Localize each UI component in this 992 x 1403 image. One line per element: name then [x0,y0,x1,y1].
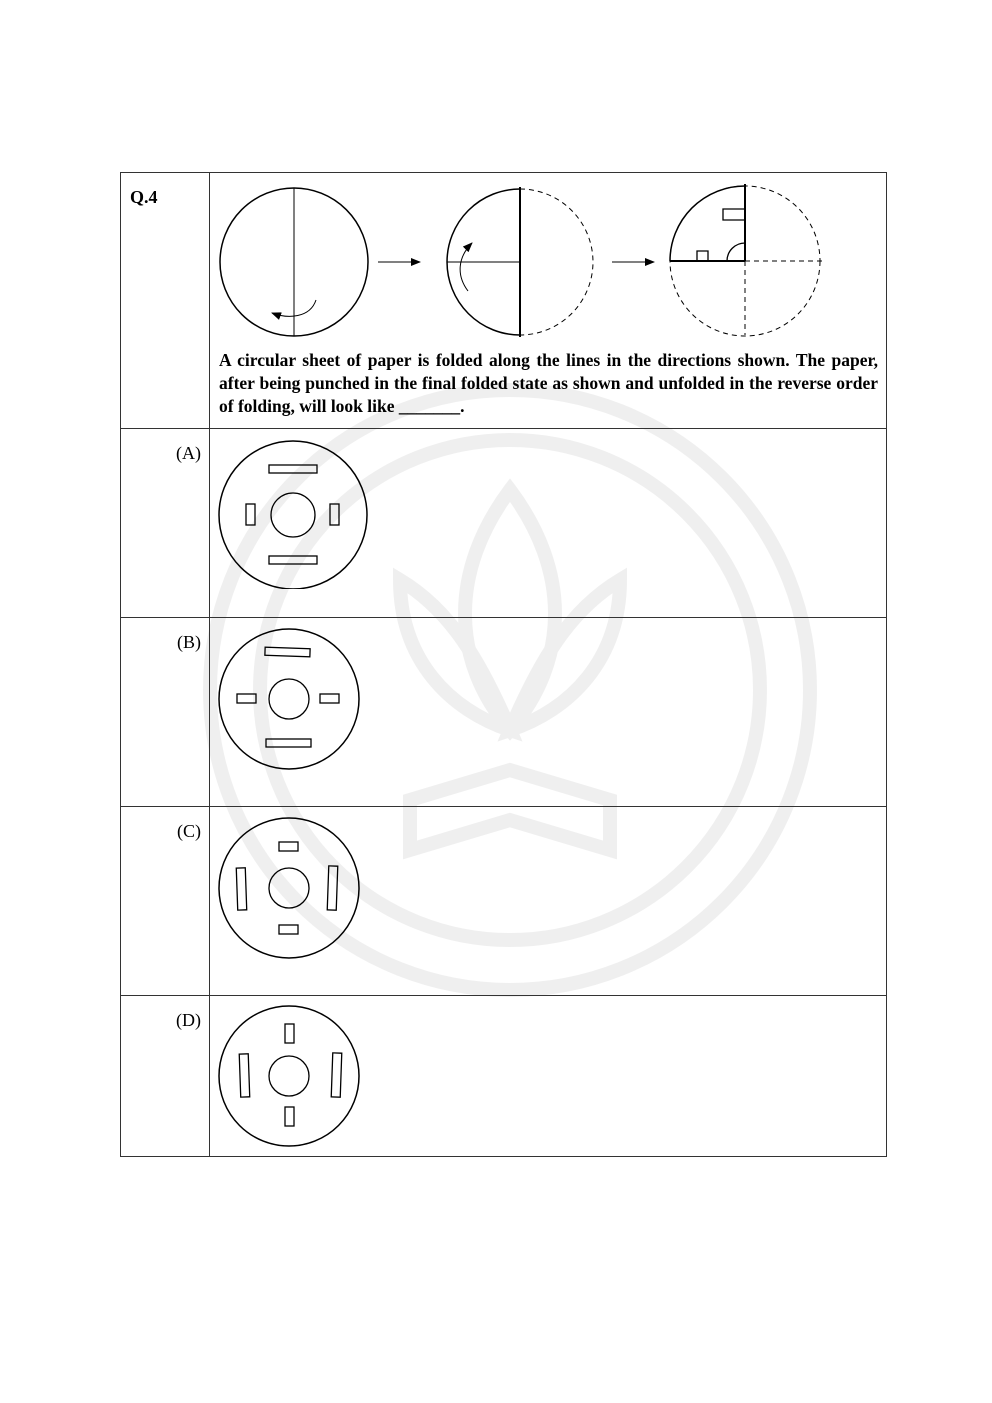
option-row-d[interactable] [121,996,887,1157]
fold-arrow-icon [460,243,472,291]
option-d-figure [210,996,380,1156]
question-text: A circular sheet of paper is folded along the lines in the directions shown. The paper, after being punched in the final folded state as shown and unfolded in the reverse order of folding, will look like _______. [219,350,878,416]
punch-notch [723,209,745,220]
option-b-figure [210,618,380,778]
option-label-cell [121,996,210,1157]
option-label-c: (C) [177,821,201,841]
option-figure-cell [210,996,887,1157]
punch-center-arc [727,243,745,261]
question-number: Q.4 [130,187,158,207]
fold-step-2 [447,187,593,337]
option-row-c[interactable] [121,807,887,996]
question-table [120,172,887,1157]
option-c-figure [210,807,380,967]
question-row [121,173,887,429]
question-label-cell [121,173,210,429]
option-row-b[interactable] [121,618,887,807]
fold-step-1 [220,188,368,336]
option-label-a: (A) [176,443,201,463]
fold-step-3 [670,184,822,336]
option-label-cell [121,807,210,996]
option-figure-cell [210,618,887,807]
option-row-a[interactable] [121,429,887,618]
option-figure-cell [210,807,887,996]
option-label-cell [121,618,210,807]
option-a-figure [210,429,380,589]
option-label-b: (B) [177,632,201,652]
folding-steps-diagram [210,173,886,345]
punch-notch [697,251,708,261]
question-body-cell [210,173,887,429]
option-figure-cell [210,429,887,618]
option-label-cell [121,429,210,618]
option-label-d: (D) [176,1010,201,1030]
